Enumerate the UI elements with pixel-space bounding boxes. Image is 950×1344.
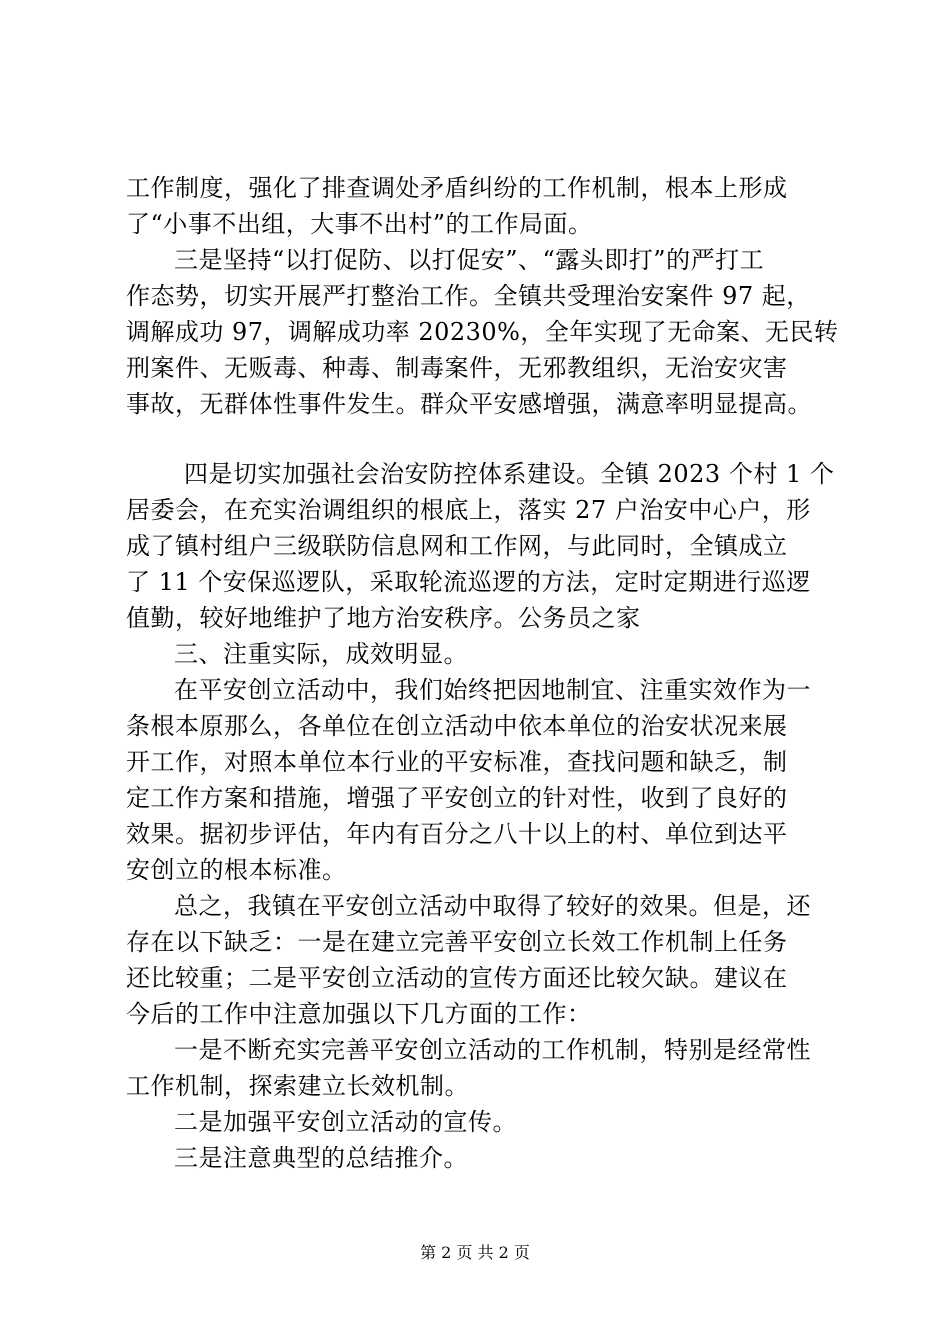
- text-line: 调解成功 97，调解成功率 20230%，全年实现了无命案、无民转: [126, 318, 839, 346]
- text-line: 条根本原那么，各单位在创立活动中依本单位的治安状况来展: [126, 712, 788, 740]
- text-line: 四是切实加强社会治安防控体系建设。全镇 2023 个村 1 个: [184, 460, 835, 488]
- text-line: 在平安创立活动中，我们始终把因地制宜、注重实效作为一: [174, 676, 811, 704]
- text-line: 二是加强平安创立活动的宣传。: [174, 1108, 517, 1136]
- text-line: 总之，我镇在平安创立活动中取得了较好的效果。但是，还: [174, 892, 811, 920]
- page-number: 第 2 页 共 2 页: [420, 1243, 530, 1262]
- text-line: 居委会，在充实治调组织的根底上，落实 27 户治安中心户，形: [126, 496, 811, 524]
- text-line: 值勤，较好地维护了地方治安秩序。公务员之家: [126, 604, 641, 632]
- text-line: 作态势，切实开展严打整治工作。全镇共受理治安案件 97 起，: [126, 282, 811, 310]
- section-heading: 三、注重实际，成效明显。: [174, 640, 468, 668]
- text-line: 工作制度，强化了排查调处矛盾纠纷的工作机制，根本上形成: [126, 174, 788, 202]
- text-line: 三是注意典型的总结推介。: [174, 1144, 468, 1172]
- text-line: 刑案件、无贩毒、种毒、制毒案件，无邪教组织，无治安灾害: [126, 354, 788, 382]
- text-line: 成了镇村组户三级联防信息网和工作网，与此同时，全镇成立: [126, 532, 788, 560]
- text-line: 存在以下缺乏：一是在建立完善平安创立长效工作机制上任务: [126, 928, 788, 956]
- text-line: 三是坚持“以打促防、以打促安”、“露头即打”的严打工: [174, 246, 765, 274]
- text-line: 安创立的根本标准。: [126, 856, 347, 884]
- text-line: 工作机制，探索建立长效机制。: [126, 1072, 469, 1100]
- text-line: 今后的工作中注意加强以下几方面的工作：: [126, 1000, 592, 1028]
- text-line: 效果。据初步评估，年内有百分之八十以上的村、单位到达平: [126, 820, 788, 848]
- text-line: 事故，无群体性事件发生。群众平安感增强，满意率明显提高。: [126, 390, 812, 418]
- text-line: 了“小事不出组，大事不出村”的工作局面。: [126, 210, 593, 238]
- text-line: 开工作，对照本单位本行业的平安标准，查找问题和缺乏，制: [126, 748, 788, 776]
- text-line: 定工作方案和措施，增强了平安创立的针对性，收到了良好的: [126, 784, 788, 812]
- text-line: 了 11 个安保巡逻队，采取轮流巡逻的方法，定时定期进行巡逻: [126, 568, 811, 596]
- text-line: 还比较重；二是平安创立活动的宣传方面还比较欠缺。建议在: [126, 964, 788, 992]
- text-line: 一是不断充实完善平安创立活动的工作机制，特别是经常性: [174, 1036, 811, 1064]
